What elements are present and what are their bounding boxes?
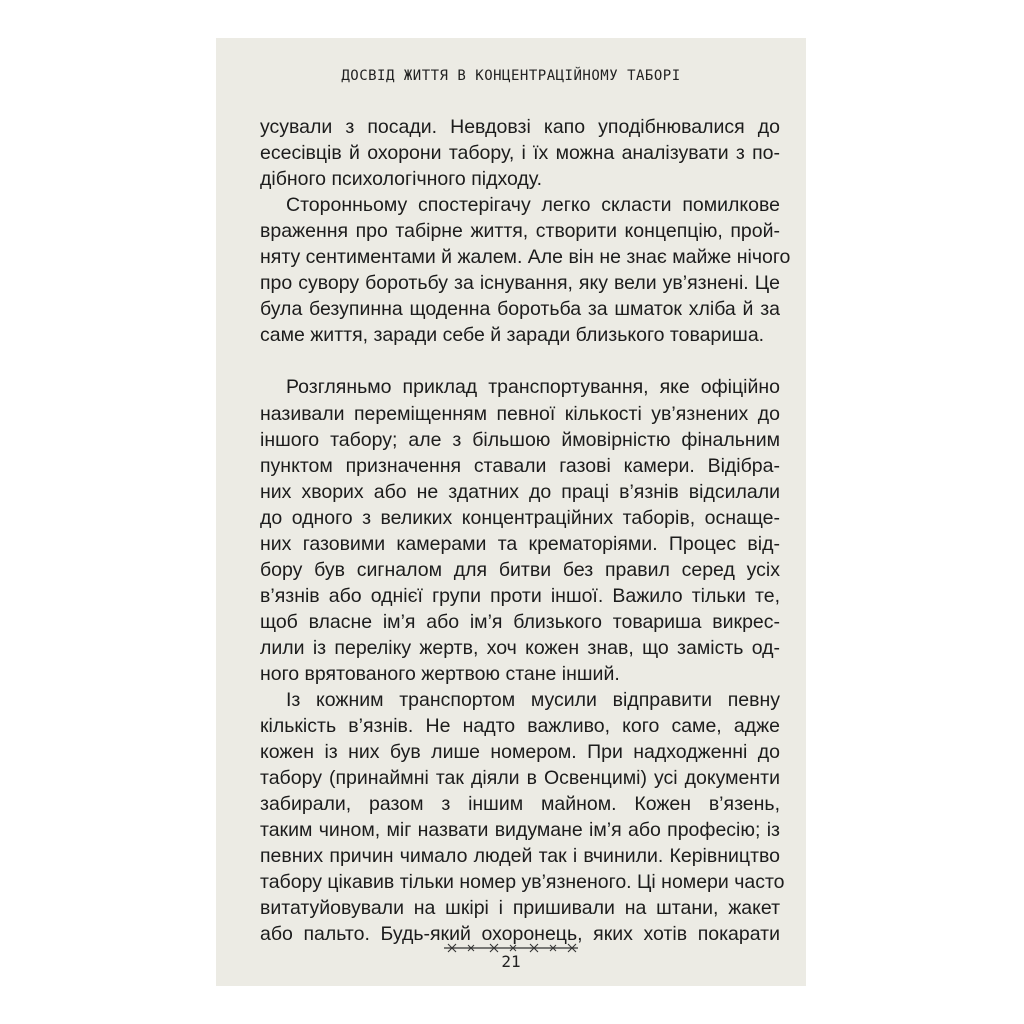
text-line: них газовими камерами та крематоріями. Процес від- xyxy=(260,532,780,555)
text-line: няту сентиментами й жалем. Але він не знає майже нічого xyxy=(260,246,791,269)
running-header: ДОСВІД ЖИТТЯ В КОНЦЕНТРАЦІЙНОМУ ТАБОРІ xyxy=(341,68,681,84)
body-text xyxy=(260,114,791,948)
text-line: пунктом призначення ставали газові камери. Відібра- xyxy=(260,454,780,477)
text-line: називали переміщенням певної кількості ув’язнених до xyxy=(260,402,780,425)
text-line: ного врятованого жертвою стане інший. xyxy=(260,662,620,685)
text-line: про сувору боротьбу за існування, яку вели ув’язнені. Це xyxy=(260,272,780,295)
text-line: була безупинна щоденна боротьба за шматок хліба й за xyxy=(260,298,780,321)
text-line: лили із переліку жертв, хоч кожен знав, що замість од- xyxy=(260,636,780,659)
page-footer xyxy=(216,940,806,980)
text-line: них хворих або не здатних до праці в’язнів відсилали xyxy=(260,480,780,503)
text-line: табору (принаймні так діяли в Освенцимі) усі документи xyxy=(260,767,780,790)
text-line: до одного з великих концентраційних таборів, оснаще- xyxy=(260,506,780,529)
text-line: Сторонньому спостерігачу легко скласти помилкове xyxy=(286,194,780,217)
text-line: в’язнів або однієї групи проти іншої. Важило тільки те, xyxy=(260,584,780,607)
page-number: 21 xyxy=(501,952,521,971)
text-line: витатуйовували на шкірі і пришивали на штани, жакет xyxy=(260,897,780,920)
text-line: забирали, разом з іншим майном. Кожен в’язень, xyxy=(260,793,780,816)
text-line: дібного психологічного підходу. xyxy=(260,168,543,191)
text-line: табору цікавив тільки номер ув’язненого. Ці номери часто xyxy=(260,871,785,894)
text-line: саме життя, заради себе й заради близького товариша. xyxy=(260,324,765,347)
text-line: Розгляньмо приклад транспортування, яке офіційно xyxy=(286,376,780,399)
text-line: певних причин чимало людей так і вчинили. Керівництво xyxy=(260,845,780,868)
text-line: враження про табірне життя, створити концепцію, прой- xyxy=(260,220,780,243)
text-line: есесівців й охорони табору, і їх можна аналізувати з по- xyxy=(260,142,780,165)
text-line: щоб власне ім’я або ім’я близького товариша викрес- xyxy=(260,610,780,633)
text-line: кількість в’язнів. Не надто важливо, кого саме, адже xyxy=(260,715,780,738)
text-line: Із кожним транспортом мусили відправити певну xyxy=(286,689,780,712)
text-line: усували з посади. Невдовзі капо уподібнювалися до xyxy=(260,116,780,138)
book-page xyxy=(216,38,806,986)
text-line: іншого табору; але з більшою ймовірністю фінальним xyxy=(260,428,780,451)
text-line: або пальто. Будь-який охоронець, яких хотів покарати xyxy=(260,923,780,946)
text-line: кожен із них був лише номером. При надходженні до xyxy=(260,741,780,764)
text-line: бору був сигналом для битви без правил серед усіх xyxy=(260,558,780,581)
blank-line xyxy=(260,348,780,374)
text-line: таким чином, міг назвати видумане ім’я або професію; із xyxy=(260,819,780,842)
